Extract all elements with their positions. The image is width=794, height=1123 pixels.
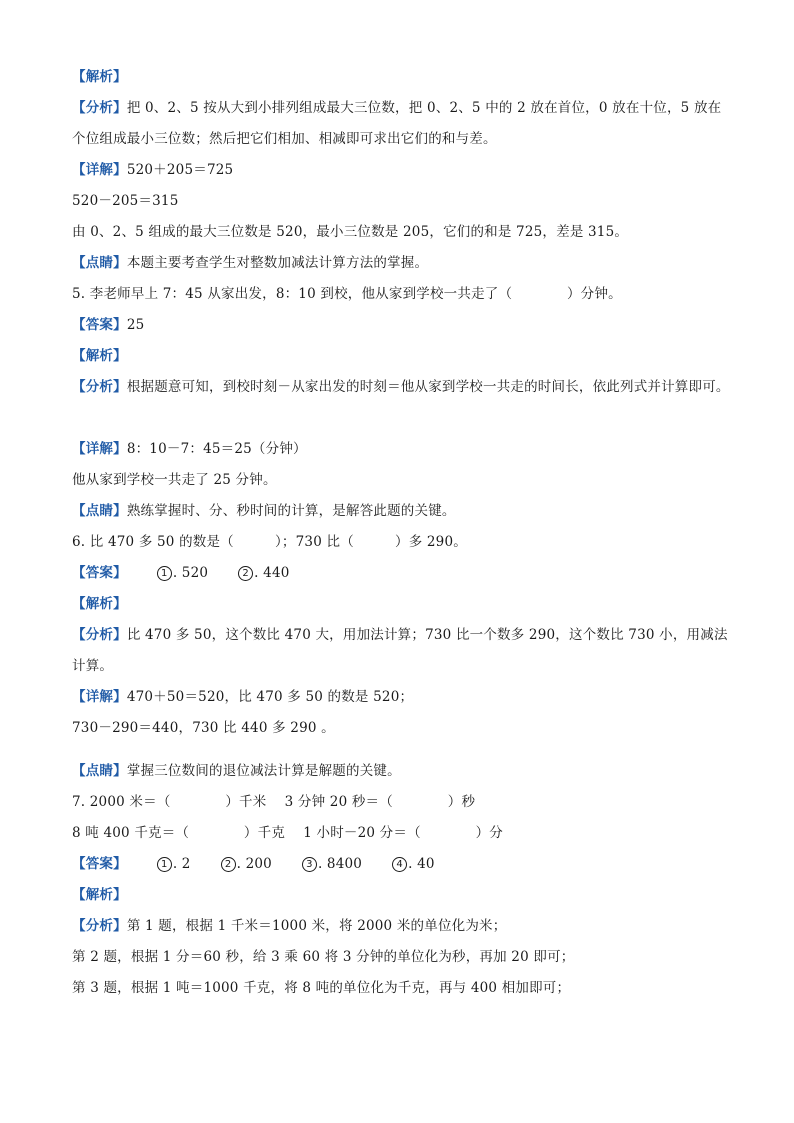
tag-label: 【答案】 [72,317,127,333]
answer-text: 25 [126,317,145,333]
tag-label: 【点睛】 [72,503,127,519]
analysis-line [72,911,732,942]
tag-label: 【分析】 [72,379,127,395]
tag-label: 【分析】 [72,918,127,934]
comment-text: 掌握三位数间的退位减法计算是解题的关键。 [126,763,401,779]
answer-value: . 440 [254,565,290,581]
analysis-heading [72,880,732,911]
tag-label: 【答案】 [72,856,127,872]
answer-option [221,849,272,880]
analysis-text: 比 470 多 50，这个数比 470 大，用加法计算；730 比一个数多 290，这个数比 730 小，用减法计算。 [72,627,728,674]
circled-number: 2 [221,857,236,872]
detail-text: 由 0、2、5 组成的最大三位数是 520，最小三位数是 205，它们的和是 725，差是 315。 [72,224,629,240]
question-text: 6. 比 470 多 50 的数是（ ）；730 比（ ）多 290。 [72,534,467,550]
detail-line [72,186,732,217]
tag-label: 【详解】 [72,689,127,705]
detail-line [72,217,732,248]
detail-text: 520＋205＝725 [126,162,234,178]
tag-label: 【解析】 [72,596,127,612]
tag-label: 【详解】 [72,441,127,457]
analysis-text: 把 0、2、5 按从大到小排列组成最大三位数，把 0、2、5 中的 2 放在首位，0 放在十位，5 放在个位组成最小三位数；然后把它们相加、相减即可求出它们的和与差。 [72,100,722,147]
tag-label: 【点睛】 [72,763,127,779]
answer-value: . 520 [172,565,209,581]
answer-option [392,849,435,880]
analysis-line [72,973,732,1004]
tag-label: 【点睛】 [72,255,127,271]
comment-text: 本题主要考查学生对整数加减法计算方法的掌握。 [126,255,429,271]
question-6 [72,527,732,558]
answer-value: . 2 [172,856,191,872]
analysis-paragraph [72,372,732,434]
spacer [72,744,732,756]
answer-value: . 40 [408,856,435,872]
comment-line [72,248,732,279]
detail-line [72,682,732,713]
detail-line [72,155,732,186]
answer-value: . 8400 [317,856,363,872]
comment-line [72,756,732,787]
answer-option [238,558,289,589]
analysis-heading [72,589,732,620]
detail-text: 8：10－7：45＝25（分钟） [126,441,307,457]
comment-line [72,496,732,527]
circled-number: 1 [157,857,172,872]
analysis-paragraph [72,620,732,682]
circled-number: 3 [302,857,317,872]
detail-text: 520－205＝315 [72,193,179,209]
question-5 [72,279,732,310]
analysis-heading [72,62,732,93]
answer-line [72,558,732,589]
circled-number: 4 [392,857,407,872]
question-7-line-1 [72,787,732,818]
tag-label: 【解析】 [72,887,127,903]
question-text: 5. 李老师早上 7：45 从家出发，8：10 到校，他从家到学校一共走了（ ）分钟。 [72,286,622,302]
detail-line [72,465,732,496]
analysis-line [72,942,732,973]
answer-line [72,849,732,880]
circled-number: 2 [238,566,253,581]
tag-label: 【解析】 [72,348,127,364]
analysis-heading [72,341,732,372]
analysis-text: 第 1 题，根据 1 千米＝1000 米，将 2000 米的单位化为米； [126,918,507,934]
detail-text: 470＋50＝520，比 470 多 50 的数是 520； [126,689,414,705]
analysis-text: 根据题意可知，到校时刻－从家出发的时刻＝他从家到学校一共走的时间长，依此列式并计算即可。 [126,379,730,395]
analysis-paragraph [72,93,732,155]
tag-label: 【分析】 [72,627,127,643]
tag-label: 【解析】 [72,69,127,85]
detail-line [72,434,732,465]
answer-option [157,558,208,589]
detail-text: 730－290＝440，730 比 440 多 290 。 [72,720,335,736]
circled-number: 1 [157,566,172,581]
answer-value: . 200 [236,856,272,872]
tag-label: 【答案】 [72,565,127,581]
detail-line [72,713,732,744]
comment-text: 熟练掌握时、分、秒时间的计算，是解答此题的关键。 [126,503,456,519]
analysis-text: 第 2 题，根据 1 分＝60 秒，给 3 乘 60 将 3 分钟的单位化为秒，再加 20 即可； [72,949,575,965]
answer-option [302,849,362,880]
question-7-line-2 [72,818,732,849]
tag-label: 【详解】 [72,162,127,178]
answer-line [72,310,732,341]
tag-label: 【分析】 [72,100,127,116]
question-text: 7. 2000 米＝（ ）千米 3 分钟 20 秒＝（ ）秒 [72,794,476,810]
document-page [72,62,732,1004]
answer-option [157,849,191,880]
question-text: 8 吨 400 千克＝（ ）千克 1 小时－20 分＝（ ）分 [72,825,503,841]
detail-text: 他从家到学校一共走了 25 分钟。 [72,472,277,488]
analysis-text: 第 3 题，根据 1 吨＝1000 千克，将 8 吨的单位化为千克，再与 400 相加即可； [72,980,571,996]
